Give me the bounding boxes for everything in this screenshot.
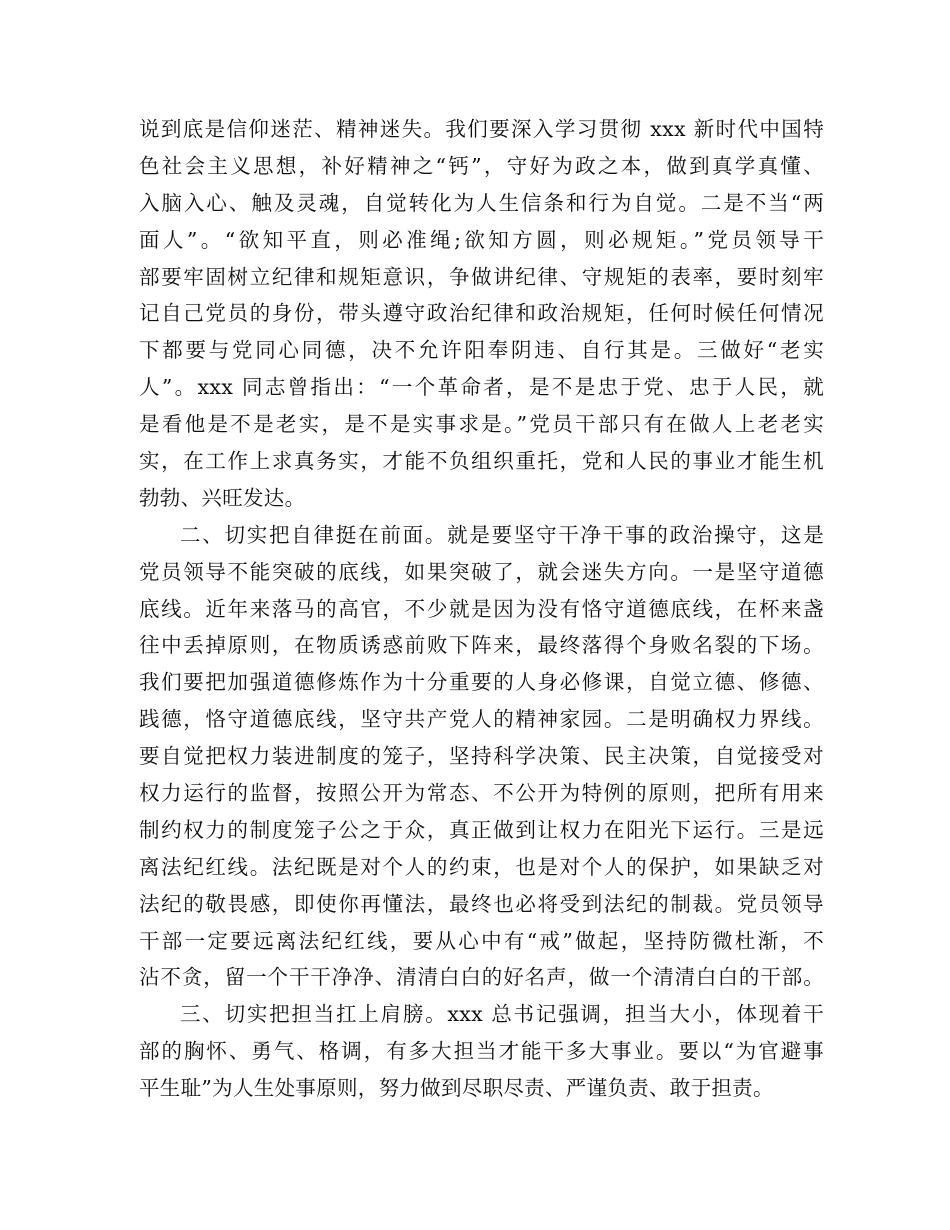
text-line: 往中丢掉原则，在物质诱惑前败下阵来，最终落得个身败名裂的下场。 [139, 633, 824, 658]
text-line: 说到底是信仰迷茫、精神迷失。我们要深入学习贯彻 xxx 新时代中国特 [139, 117, 824, 141]
text-line: 勃勃、兴旺发达。 [139, 485, 306, 510]
body-text [139, 111, 824, 1107]
text-line: 沾不贪，留一个干干净净、清清白白的好名声，做一个清清白白的干部。 [139, 965, 824, 990]
text-line: 法纪的敬畏感，即使你再懂法，最终也必将受到法纪的制裁。党员领导 [139, 891, 824, 916]
text-line: 干部一定要远离法纪红线，要从心中有“戒”做起，坚持防微杜渐，不 [139, 928, 824, 953]
text-line: 三、切实把担当扛上肩膀。xxx 总书记强调，担当大小，体现着干 [180, 1002, 824, 1027]
text-line: 制约权力的制度笼子公之于众，真正做到让权力在阳光下运行。三是远 [139, 817, 824, 842]
text-line: 下都要与党同心同德，决不允许阳奉阴违、自行其是。三做好“老实 [139, 338, 824, 363]
text-line: 我们要把加强道德修炼作为十分重要的人身必修课，自觉立德、修德、 [139, 670, 824, 695]
text-line: 平生耻”为人生处事原则，努力做到尽职尽责、严谨负责、敢于担责。 [139, 1076, 774, 1101]
text-line: 色社会主义思想，补好精神之“钙”，守好为政之本，做到真学真懂、 [139, 153, 824, 178]
text-line: 是看他是不是老实，是不是实事求是。”党员干部只有在做人上老老实 [139, 412, 824, 437]
text-line: 记自己党员的身份，带头遵守政治纪律和政治规矩，任何时候任何情况 [139, 301, 824, 326]
text-line: 要自觉把权力装进制度的笼子，坚持科学决策、民主决策，自觉接受对 [139, 744, 824, 769]
text-line: 离法纪红线。法纪既是对个人的约束，也是对个人的保护，如果缺乏对 [139, 854, 824, 879]
text-line: 践德，恪守道德底线，坚守共产党人的精神家园。二是明确权力界线。 [139, 707, 824, 732]
text-line: 实，在工作上求真务实，才能不负组织重托，党和人民的事业才能生机 [139, 449, 824, 474]
text-line: 党员领导不能突破的底线，如果突破了，就会迷失方向。一是坚守道德 [139, 559, 824, 584]
text-line: 入脑入心、触及灵魂，自觉转化为人生信条和行为自觉。二是不当“两 [139, 190, 824, 215]
text-line: 人”。xxx 同志曾指出：“一个革命者，是不是忠于党、忠于人民，就 [139, 375, 824, 400]
text-line: 部要牢固树立纪律和规矩意识，争做讲纪律、守规矩的表率，要时刻牢 [139, 264, 824, 289]
text-line: 二、切实把自律挺在前面。就是要坚守干净干事的政治操守，这是 [180, 522, 824, 547]
text-line: 权力运行的监督，按照公开为常态、不公开为特例的原则，把所有用来 [139, 781, 824, 806]
text-line: 面人”。“欲知平直，则必准绳;欲知方圆，则必规矩。”党员领导干 [139, 227, 824, 252]
text-line: 部的胸怀、勇气、格调，有多大担当才能干多大事业。要以“为官避事 [139, 1039, 824, 1064]
text-line: 底线。近年来落马的高官，不少就是因为没有恪守道德底线，在杯来盏 [139, 596, 824, 621]
